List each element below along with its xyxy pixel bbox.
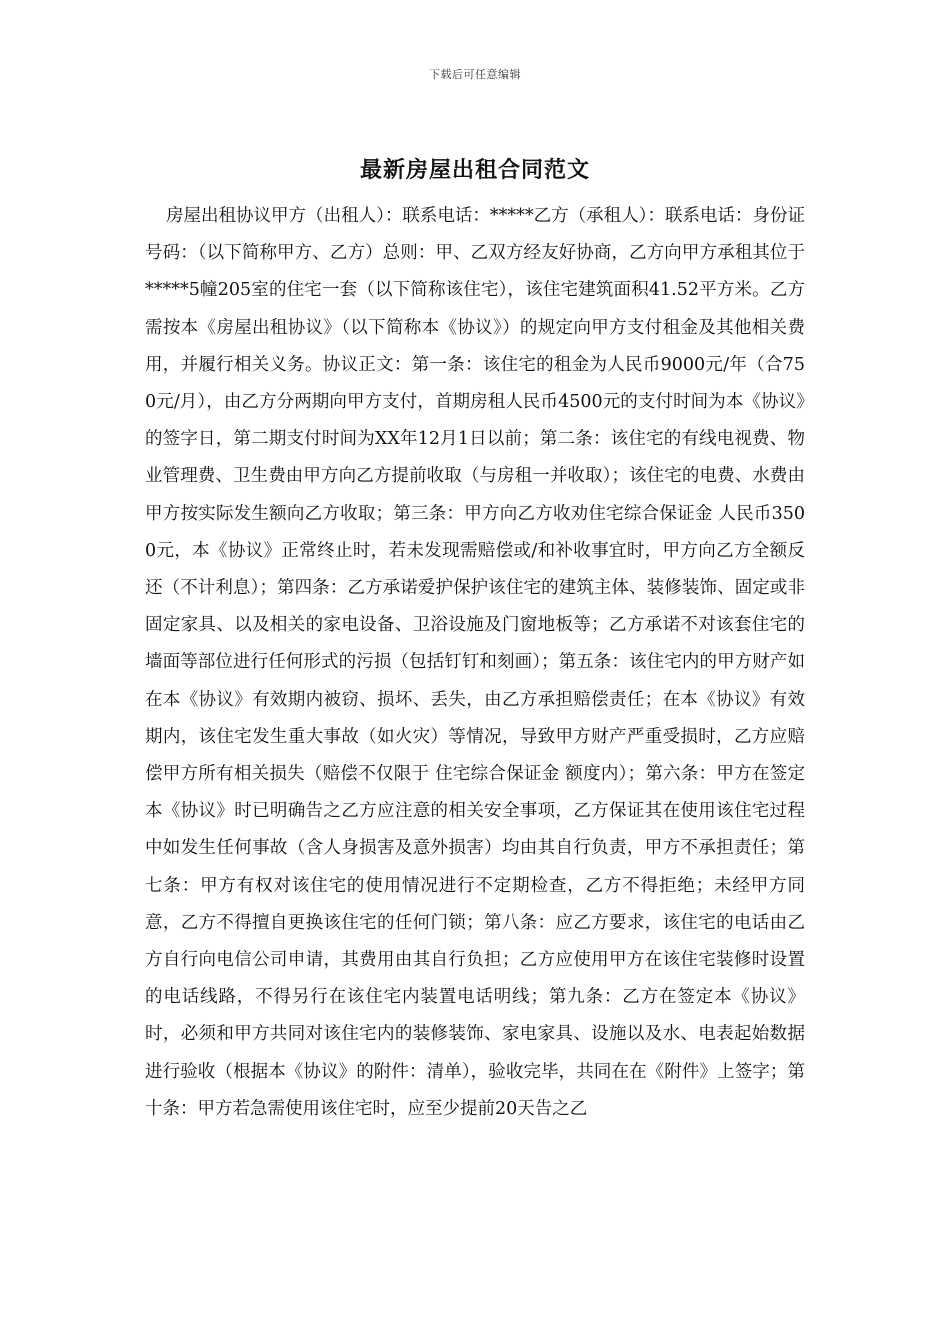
header-note: 下载后可任意编辑 bbox=[429, 68, 521, 81]
document-title: 最新房屋出租合同范文 bbox=[359, 158, 590, 183]
contract-body-text: 房屋出租协议甲方（出租人）：联系电话：*****乙方（承租人）：联系电话：身份证号码：（以下简称甲方、乙方）总则：甲、乙双方经友好协商，乙方向甲方承租其位于*****5幢205室的住宅一套（以下简称该住宅），该住宅建筑面积41.52平方米。乙方需按本《房屋出租协议》（以下简称本《协议》）的规定向甲方支付租金及其他相关费用，并履行相关义务。协议正文：第一条：该住宅的租金为人民币9000元/年（合750元/月），由乙方分两期向甲方支付，首期房租人民币4500元的支付时间为本《协议》的签字日，第二期支付时间为XX年12月1日以前；第二条：该住宅的有线电视费、物业管理费、卫生费由甲方向乙方提前收取（与房租一并收取）；该住宅的电费、水费由甲方按实际发生额向乙方收取；第三条：甲方向乙方收劝住宅综合保证金 人民币3500元，本《协议》正常终止时，若未发现需赔偿或/和补收事宜时，甲方向乙方全额反还（不计利息）；第四条：乙方承诺爱护保护该住宅的建筑主体、装修装饰、固定或非固定家具、以及相关的家电设备、卫浴设施及门窗地板等；乙方承诺不对该套住宅的墙面等部位进行任何形式的污损（包括钉钉和刻画）；第五条：该住宅内的甲方财产如在本《协议》有效期内被窃、损坏、丢失，由乙方承担赔偿责任；在本《协议》有效期内，该住宅发生重大事故（如火灾）等情况，导致甲方财产严重受损时，乙方应赔偿甲方所有相关损失（赔偿不仅限于 住宅综合保证金 额度内）；第六条：甲方在签定本《协议》时已明确告之乙方应注意的相关安全事项，乙方保证其在使用该住宅过程中如发生任何事故（含人身损害及意外损害）均由其自行负责，甲方不承担责任；第七条：甲方有权对该住宅的使用情况进行不定期检查，乙方不得拒绝；未经甲方同意，乙方不得擅自更换该住宅的任何门锁；第八条：应乙方要求，该住宅的电话由乙方自行向电信公司申请，其费用由其自行负担；乙方应使用甲方在该住宅装修时设置的电话线路，不得另行在该住宅内装置电话明线；第九条：乙方在签定本《协议》时，必须和甲方共同对该住宅内的装修装饰、家电家具、设施以及水、电表起始数据进行验收（根据本《协议》的附件：清单），验收完毕，共同在在《附件》上签字；第十条：甲方若急需使用该住宅时，应至少提前20天告之乙 bbox=[145, 206, 805, 1119]
